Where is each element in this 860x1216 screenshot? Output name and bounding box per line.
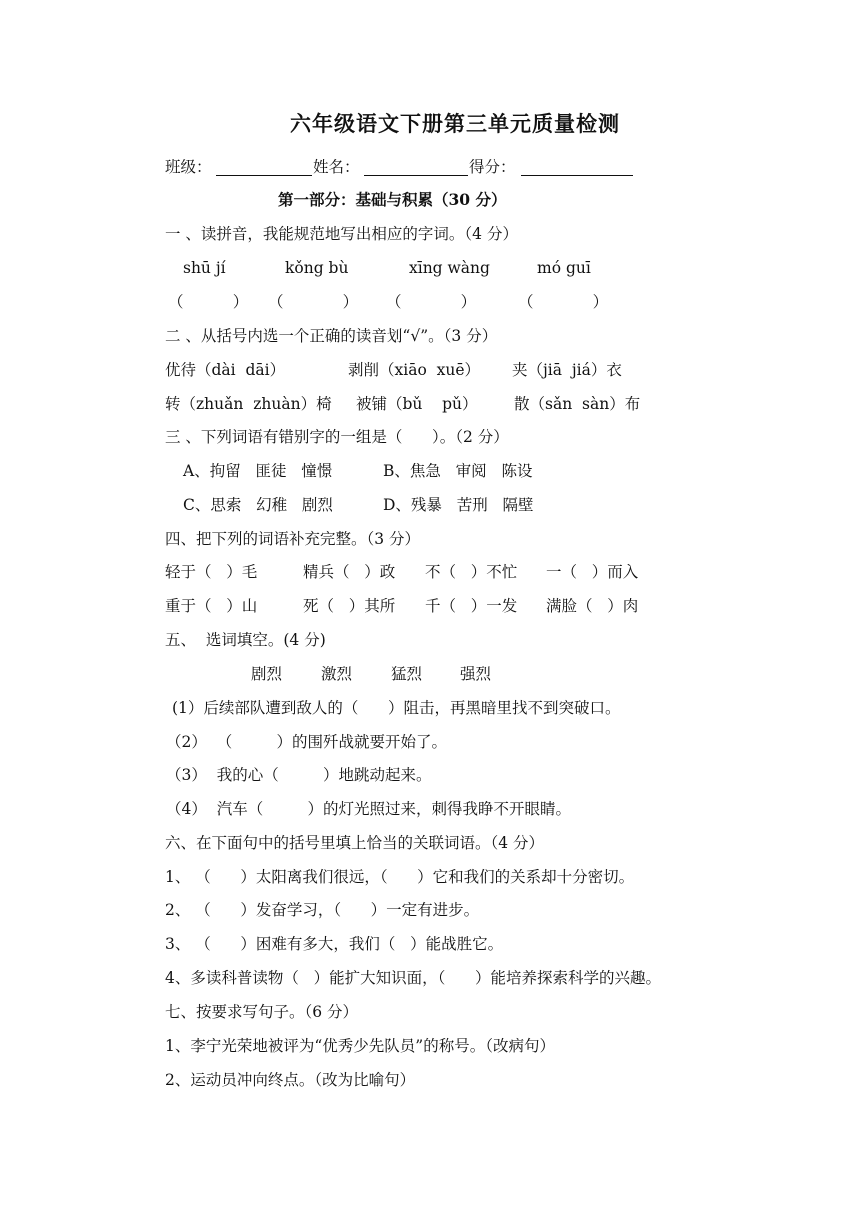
- q2-heading: 二 、从括号内选一个正确的读音划“√”。（3 分）: [165, 327, 498, 345]
- q4-heading: 四、把下列的词语补充完整。（3 分）: [165, 530, 421, 548]
- name-label: 姓名：: [313, 158, 360, 176]
- q5-word: 猛烈: [391, 665, 423, 683]
- name-blank: [364, 175, 468, 176]
- q2-item: 散（sǎn sàn）布: [514, 395, 641, 413]
- score-blank: [521, 175, 633, 176]
- q7-item: 1、李宁光荣地被评为“优秀少先队员”的称号。（改病句）: [165, 1037, 555, 1055]
- q5-word: 激烈: [321, 665, 353, 683]
- q1-pinyin: shū jí: [183, 259, 226, 277]
- q2-item: 夹（jiā jiá）衣: [512, 361, 622, 379]
- q3-option: C、思索 幻稚 剧烈: [183, 496, 333, 514]
- q6-item: 4、多读科普读物（ ）能扩大知识面，（ ）能培养探索科学的兴趣。: [165, 969, 661, 987]
- q5-item: (1）后续部队遭到敌人的（ ）阻击，再黑暗里找不到突破口。: [172, 699, 621, 717]
- q1-heading: 一 、读拼音，我能规范地写出相应的字词。（4 分）: [165, 225, 518, 243]
- q3-heading: 三 、下列词语有错别字的一组是（ ）。（2 分）: [165, 428, 509, 446]
- class-blank: [216, 175, 312, 176]
- q2-item: 剥削（xiāo xuē）: [348, 361, 481, 379]
- q1-bracket: （ ）: [168, 293, 249, 311]
- q5-item: （4） 汽车（ ）的灯光照过来，刺得我睁不开眼睛。: [166, 800, 572, 818]
- q4-item: 死（ ）其所: [303, 597, 396, 615]
- q5-word: 剧烈: [251, 665, 283, 683]
- q7-heading: 七、按要求写句子。（6 分）: [165, 1003, 359, 1021]
- part1-heading: 第一部分：基础与积累（30 分）: [278, 190, 507, 209]
- q1-bracket: （ ）: [386, 293, 477, 311]
- q5-heading: 五、 选词填空。(4 分): [165, 631, 326, 649]
- q7-item: 2、运动员冲向终点。（改为比喻句）: [165, 1071, 416, 1089]
- q6-heading: 六、在下面句中的括号里填上恰当的关联词语。（4 分）: [165, 834, 545, 852]
- q1-pinyin: xīng wàng: [409, 259, 490, 277]
- q4-item: 重于（ ）山: [165, 597, 258, 615]
- q1-bracket: （ ）: [518, 293, 609, 311]
- q3-option: D、残暴 苦刑 隔壁: [383, 496, 534, 514]
- q2-item: 被铺（bǔ pǔ）: [356, 395, 478, 413]
- q2-item: 转（zhuǎn zhuàn）椅: [165, 395, 332, 413]
- q6-item: 2、 （ ）发奋学习，（ ）一定有进步。: [165, 901, 480, 919]
- q6-item: 3、 （ ）困难有多大，我们（ ）能战胜它。: [165, 935, 504, 953]
- q1-pinyin: mó guī: [537, 259, 591, 277]
- q3-option: B、焦急 审阅 陈设: [383, 462, 533, 480]
- q4-item: 不（ ）不忙: [425, 563, 518, 581]
- q5-item: （2） （ ）的围歼战就要开始了。: [166, 733, 448, 751]
- exam-title: 六年级语文下册第三单元质量检测: [290, 111, 620, 136]
- q3-option: A、拘留 匪徒 憧憬: [183, 462, 333, 480]
- q4-item: 一（ ）而入: [546, 563, 639, 581]
- q6-item: 1、 （ ）太阳离我们很远，（ ）它和我们的关系却十分密切。: [165, 868, 635, 886]
- q4-item: 千（ ）一发: [425, 597, 518, 615]
- q5-word: 强烈: [460, 665, 492, 683]
- q4-item: 满脸（ ）肉: [546, 597, 639, 615]
- q4-item: 精兵（ ）政: [303, 563, 396, 581]
- q1-pinyin: kǒng bù: [285, 259, 349, 277]
- q2-item: 优待（dài dāi）: [165, 361, 286, 379]
- score-label: 得分：: [469, 158, 516, 176]
- q5-item: （3） 我的心（ ）地跳动起来。: [166, 766, 432, 784]
- q1-bracket: （ ）: [268, 293, 359, 311]
- q4-item: 轻于（ ）毛: [165, 563, 258, 581]
- class-label: 班级：: [165, 158, 212, 176]
